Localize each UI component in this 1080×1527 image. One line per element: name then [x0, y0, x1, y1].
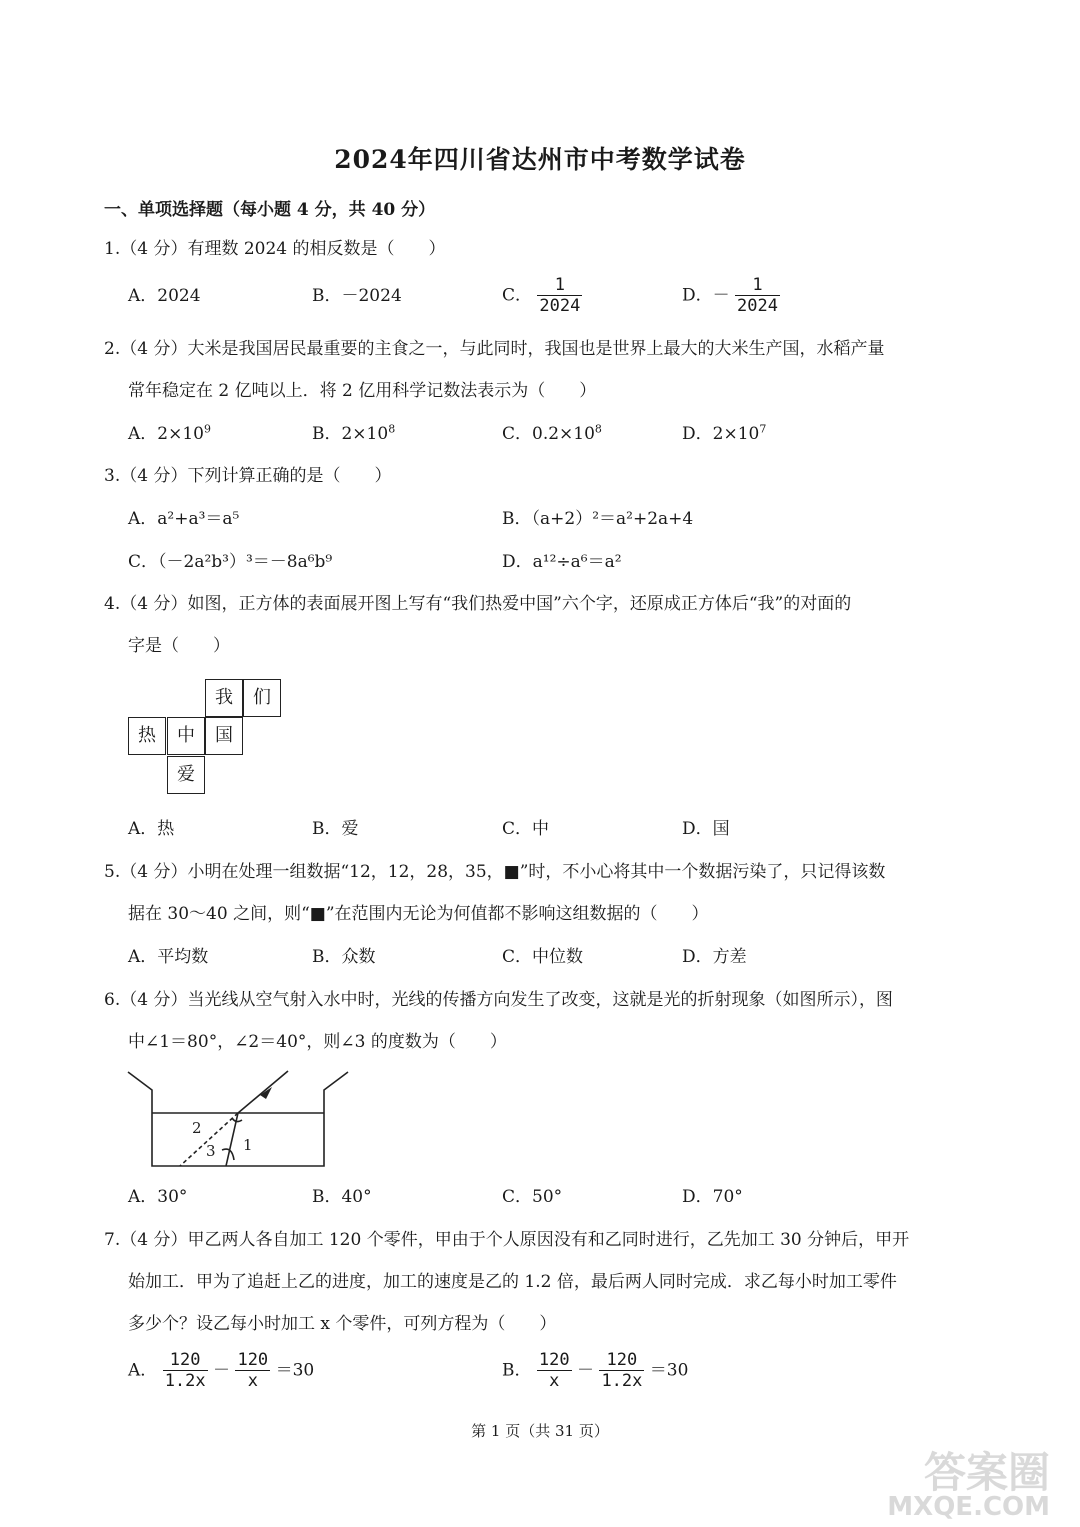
angle-label-1: 1	[243, 1136, 253, 1154]
angle-label-2: 2	[192, 1119, 202, 1137]
angle-label-3: 3	[206, 1142, 216, 1160]
net-cell: 国	[205, 717, 243, 755]
q5-option-b: B．众数	[312, 947, 376, 967]
page-footer: 第 1 页（共 31 页）	[471, 1422, 609, 1440]
q1-option-a: A．2024	[128, 286, 201, 306]
q2-option-a: A．$2\times 10^9$	[128, 422, 211, 444]
q6-option-a: A．30°	[128, 1187, 188, 1207]
q5-option-a: A．平均数	[128, 947, 209, 967]
net-cell: 中	[167, 717, 205, 755]
q7-option-a: A． $\frac{120}{1.2x}$ － $\frac{120}{x}$ ＝30	[128, 1350, 315, 1391]
watermark-logo: 答案圈	[923, 1448, 1050, 1497]
net-cell: 我	[205, 679, 243, 717]
net-cell: 们	[243, 679, 281, 717]
watermark-url: MXQE.COM	[887, 1492, 1050, 1522]
net-cell: 热	[128, 717, 166, 755]
refraction-figure	[120, 1064, 360, 1176]
container-outline	[128, 1072, 348, 1166]
question-4-stem-line2: 字是（ ）	[128, 636, 230, 656]
question-5-stem-line2: 据在 30～40 之间，则“■”在范围内无论为何值都不影响这组数据的（ ）	[128, 904, 709, 924]
question-2-stem-line2: 常年稳定在 2 亿吨以上．将 2 亿用科学记数法表示为（ ）	[128, 381, 597, 401]
incident-ray	[238, 1071, 288, 1113]
question-7-stem-line1: 7.（4 分）甲乙两人各自加工 120 个零件，甲由于个人原因没有和乙同时进行，乙先加工 30 分钟后，甲开	[104, 1230, 910, 1250]
q2-option-b: B．$2\times 10^8$	[312, 422, 396, 444]
q6-option-c: C．50°	[502, 1187, 563, 1207]
page-title: 2024年四川省达州市中考数学试卷	[334, 145, 746, 174]
section-heading: 一、单项选择题（每小题 4 分，共 40 分）	[104, 200, 436, 220]
q6-option-b: B．40°	[312, 1187, 372, 1207]
question-7-stem-line3: 多少个？设乙每小时加工 x 个零件，可列方程为（ ）	[128, 1314, 557, 1334]
q6-option-d: D．70°	[682, 1187, 743, 1207]
q2-option-d: D．$2\times 10^7$	[682, 422, 767, 444]
q5-option-c: C．中位数	[502, 947, 584, 967]
question-6-stem-line2: 中∠1＝80°，∠2＝40°，则∠3 的度数为（ ）	[128, 1032, 507, 1052]
question-4-stem-line1: 4.（4 分）如图，正方体的表面展开图上写有“我们热爱中国”六个字，还原成正方体后“我”的对面的	[104, 594, 852, 614]
q1-option-c: C． $\frac{1}{2024}$	[502, 275, 581, 316]
q1-option-b: B．－2024	[312, 286, 402, 306]
q3-option-a: A．a²+a³＝a⁵	[128, 509, 240, 529]
q4-option-a: A．热	[128, 819, 175, 839]
q7-option-b: B． $\frac{120}{x}$ － $\frac{120}{1.2x}$ ＝30	[502, 1350, 689, 1391]
q3-option-b: B．（a+2）²＝a²+2a+4	[502, 509, 694, 529]
q4-option-c: C．中	[502, 819, 550, 839]
question-1-stem: 1.（4 分）有理数 2024 的相反数是（ ）	[104, 239, 446, 259]
q2-option-c: C．$0.2\times 10^8$	[502, 422, 602, 444]
question-6-stem-line1: 6.（4 分）当光线从空气射入水中时，光线的传播方向发生了改变，这就是光的折射现象（如图所示），图	[104, 990, 893, 1010]
question-5-stem-line1: 5.（4 分）小明在处理一组数据“12，12，28，35，■”时，不小心将其中一个数据污染了，只记得该数	[104, 862, 886, 882]
q5-option-d: D．方差	[682, 947, 747, 967]
question-2-stem-line1: 2.（4 分）大米是我国居民最重要的主食之一，与此同时，我国也是世界上最大的大米生产国，水稻产量	[104, 339, 885, 359]
question-3-stem: 3.（4 分）下列计算正确的是（ ）	[104, 466, 392, 486]
question-7-stem-line2: 始加工．甲为了追赶上乙的进度，加工的速度是乙的 1.2 倍，最后两人同时完成．求乙每小时加工零件	[128, 1272, 897, 1292]
q4-option-d: D．国	[682, 819, 730, 839]
q3-option-d: D．a¹²÷a⁶＝a²	[502, 552, 622, 572]
q1-option-d: D．－ $\frac{1}{2024}$	[682, 275, 778, 316]
q4-option-b: B．爱	[312, 819, 359, 839]
net-cell: 爱	[167, 756, 205, 794]
q3-option-c: C．（－2a²b³）³＝－8a⁶b⁹	[128, 552, 333, 572]
